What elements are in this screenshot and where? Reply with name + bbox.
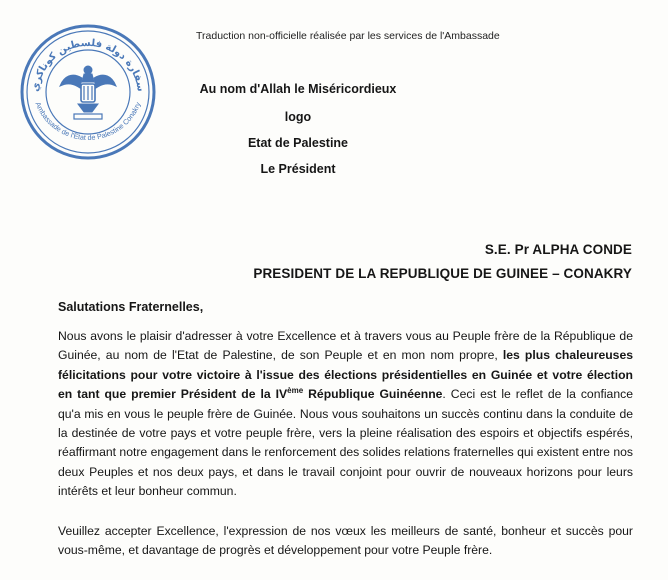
body-emphasis-2: République Guinéenne [303,387,443,402]
body-text-2: . Ceci est le reflet de la confiance qu'a mis en vous le peuple frère de Guinée. Nous vous souhaitons un succès continu dans la conduite de la destinée de votre pays et votre peuple frère, vers la pleine réalisation des espoirs et objectifs espérés, réaffirmant notre engagement dans le renforcement des solides relations fraternelles qui existent entre nos deux Peuples et nos deux pays, et dans le travail conjoint pour ouvrir de nouveaux horizons pour leurs intérêts et leur bonheur commun. [58,387,633,499]
state-name: Etat de Palestine [247,136,349,150]
body-paragraph-1 [58,327,633,502]
sender-title: Le Président [260,162,336,176]
stamp-arabic-text: سفارة دولة فلسطين كوناكري [30,37,146,93]
body-emphasis: les plus chaleureuses félicitations pour votre victoire à l'issue des élections présidentielles en Guinée et votre élection en tant que premier Président de la IV [58,348,634,402]
recipient-position: PRESIDENT DE LA REPUBLIQUE DE GUINEE – CONAKRY [253,266,632,281]
logo-placeholder: logo [284,110,312,124]
invocation: Au nom d'Allah le Miséricordieux [199,82,397,96]
stamp-french-text: Ambassade de l'Etat de Palestine Conakry [33,100,143,143]
superscript: ème [287,386,304,396]
eagle-emblem-icon [60,66,116,119]
salutation: Salutations Fraternelles, [58,300,204,314]
recipient-name: S.E. Pr ALPHA CONDE [484,242,632,257]
embassy-stamp [18,22,158,162]
translation-note: Traduction non-officielle réalisée par les services de l'Ambassade [196,30,500,42]
body-text: Nous avons le plaisir d'adresser à votre Excellence et à travers vous au Peuple frère de la République de Guinée, au nom de l'Etat de Palestine, de son Peuple et en mon nom propre, [58,329,633,363]
body-paragraph-2: Veuillez accepter Excellence, l'expression de nos vœux les meilleurs de santé, bonheur et succès pour vous-même, et davantage de progrès et développement pour votre Peuple frère. [58,524,633,558]
